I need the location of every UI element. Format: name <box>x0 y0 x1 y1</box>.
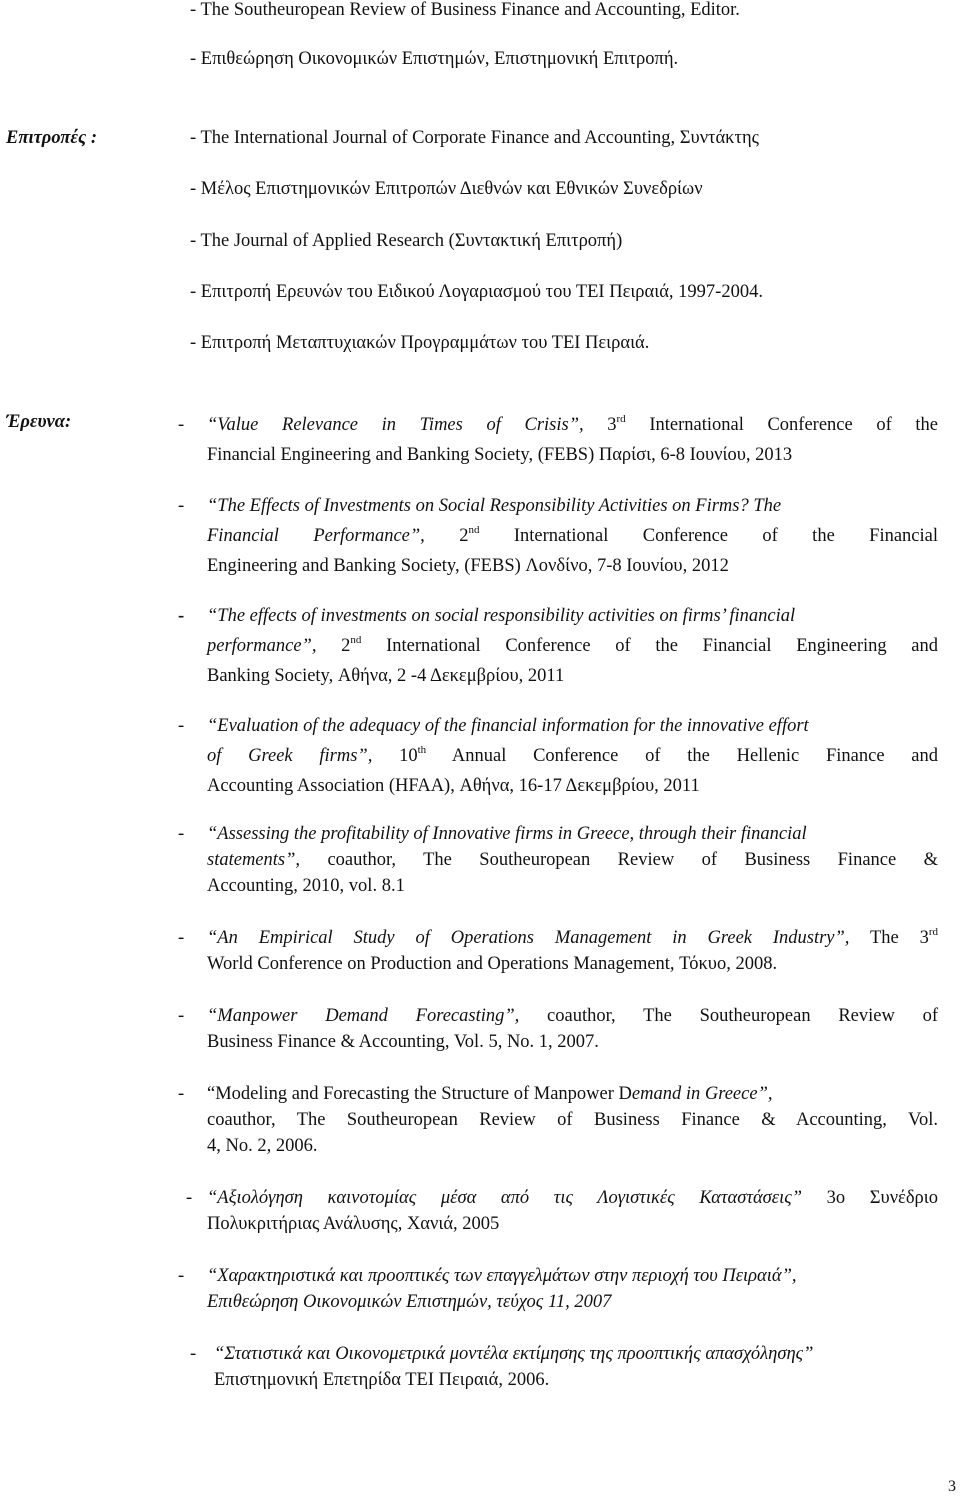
research-entry-10 <box>178 1263 938 1315</box>
entry-line: Business Finance & Accounting, Vol. 5, No. 1, 2007. <box>207 1032 599 1052</box>
entry-line: Financial Engineering and Banking Society, (FEBS) Παρίσι, 6-8 Ιουνίου, 2013 <box>207 445 793 465</box>
research-entry-6 <box>178 925 938 977</box>
entry-line: - “Value Relevance in Times of Crisis”, 3rd International Conference of the <box>178 412 938 435</box>
entry-line: - “Αξιολόγηση καινοτομίας μέσα από τις Λογιστικές Καταστάσεις” 3ο Συνέδριο <box>186 1188 938 1208</box>
entry-line: Πολυκριτήριας Ανάλυσης, Χανιά, 2005 <box>207 1214 500 1234</box>
entry-line: performance”, 2nd International Conference of the Financial Engineering and <box>207 633 939 656</box>
entry-line: - “Evaluation of the adequacy of the financial information for the innovative effort <box>178 716 809 736</box>
entry-line: Banking Society, Αθήνα, 2 -4 Δεκεμβρίου, 2011 <box>207 666 565 686</box>
entry-line: coauthor, The Southeuropean Review of Business Finance & Accounting, Vol. <box>207 1110 938 1130</box>
research-entry-4 <box>178 711 938 801</box>
research-entry-8 <box>178 1081 938 1159</box>
research-entry-5 <box>178 821 938 899</box>
entry-line: statements”, coauthor, The Southeuropean Review of Business Finance & <box>207 850 939 870</box>
entry-line: - “Assessing the profitability of Innovative firms in Greece, through their financial <box>178 824 807 844</box>
committee-item: - Επιτροπή Μεταπτυχιακών Προγραμμάτων του ΤΕΙ Πειραιά. <box>190 333 650 353</box>
page-number: 3 <box>948 1478 956 1495</box>
entry-line: - “An Empirical Study of Operations Management in Greek Industry”, The 3rd <box>178 925 939 948</box>
entry-line: Επιθεώρηση Οικονομικών Επιστημών, τεύχος 11, 2007 <box>207 1292 612 1312</box>
entry-line: Engineering and Banking Society, (FEBS) Λονδίνο, 7-8 Ιουνίου, 2012 <box>207 556 729 576</box>
committees-label: Επιτροπές : <box>6 128 98 148</box>
research-entry-9 <box>186 1185 938 1237</box>
entry-line: - “Manpower Demand Forecasting”, coauthor, The Southeuropean Review of <box>178 1006 939 1026</box>
committee-item: - Επιτροπή Ερευνών του Ειδικού Λογαριασμού του ΤΕΙ Πειραιά, 1997-2004. <box>190 282 763 302</box>
entry-line: Accounting Association (HFAA), Αθήνα, 16-17 Δεκεμβρίου, 2011 <box>207 776 700 796</box>
top-line-review: - Επιθεώρηση Οικονομικών Επιστημών, Επιστημονική Επιτροπή. <box>190 49 679 69</box>
entry-line: Επιστημονική Επετηρίδα ΤΕΙ Πειραιά, 2006. <box>214 1370 550 1390</box>
committee-item: - The International Journal of Corporate Finance and Accounting, Συντάκτης <box>190 128 759 148</box>
committee-item: - The Journal of Applied Research (Συντακτική Επιτροπή) <box>190 231 623 251</box>
research-entry-11 <box>190 1341 938 1393</box>
research-label: Έρευνα: <box>6 412 72 432</box>
research-entry-2 <box>178 491 938 581</box>
entry-line: Accounting, 2010, vol. 8.1 <box>207 876 405 896</box>
entry-line: of Greek firms”, 10th Annual Conference of the Hellenic Finance and <box>207 743 939 766</box>
entry-line: 4, No. 2, 2006. <box>207 1136 318 1156</box>
research-entry-7 <box>178 1003 938 1055</box>
research-entry-3 <box>178 601 938 691</box>
entry-line: World Conference on Production and Operations Management, Τόκυο, 2008. <box>207 954 778 974</box>
entry-line: - “The effects of investments on social responsibility activities on firms’ financial <box>178 606 796 626</box>
top-line-editor: - The Southeuropean Review of Business Finance and Accounting, Editor. <box>190 0 740 20</box>
entry-line: - “Στατιστικά και Οικονομετρικά μοντέλα εκτίμησης της προοπτικής απασχόλησης” <box>190 1344 814 1364</box>
entry-line: Financial Performance”, 2nd International Conference of the Financial <box>207 523 939 546</box>
entry-line: - “The Effects of Investments on Social Responsibility Activities on Firms? The <box>178 496 782 516</box>
committee-item: - Μέλος Επιστημονικών Επιτροπών Διεθνών και Εθνικών Συνεδρίων <box>190 179 703 199</box>
entry-line: - “Modeling and Forecasting the Structure of Manpower Demand in Greece”, <box>178 1084 773 1104</box>
research-entry-1 <box>178 410 938 470</box>
entry-line: - “Χαρακτηριστικά και προοπτικές των επαγγελμάτων στην περιοχή του Πειραιά”, <box>178 1266 797 1286</box>
